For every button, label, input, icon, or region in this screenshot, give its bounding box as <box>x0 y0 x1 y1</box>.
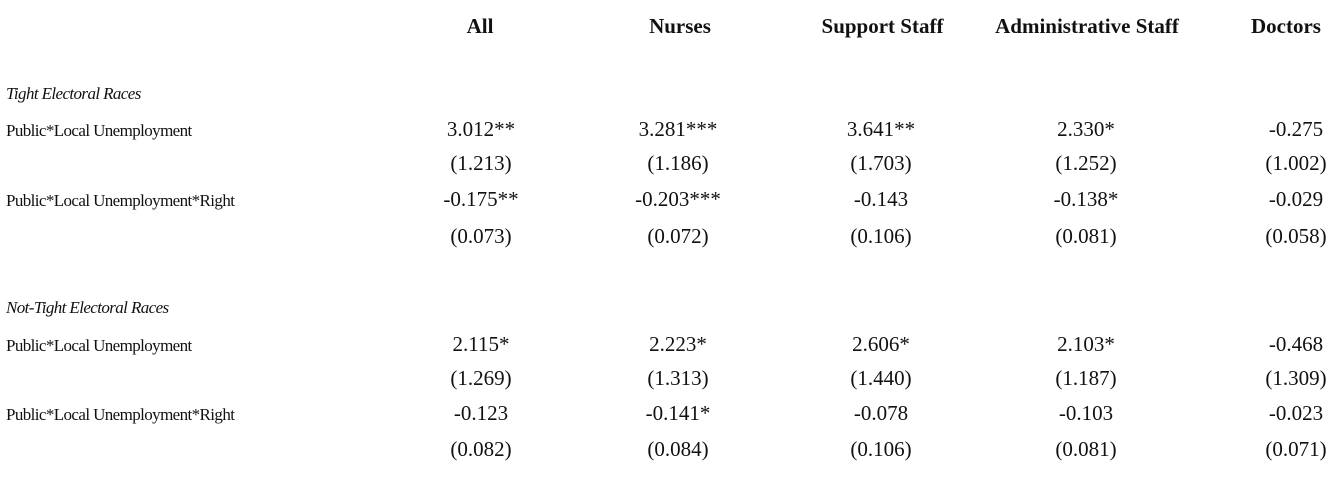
coef-cell: -0.141* <box>645 401 711 425</box>
coef-cell: -0.123 <box>453 401 509 425</box>
coef-cell: -0.078 <box>853 401 909 425</box>
coef-cell: 3.012** <box>446 117 516 141</box>
se-cell: (0.081) <box>1055 224 1117 248</box>
section-title-not-tight: Not-Tight Electoral Races <box>6 298 169 317</box>
coef-cell: -0.203*** <box>635 187 721 211</box>
se-cell: (0.106) <box>850 437 912 461</box>
coef-cell: -0.275 <box>1268 117 1324 141</box>
coef-cell: -0.103 <box>1058 401 1114 425</box>
coef-cell: 2.606* <box>852 332 910 356</box>
se-cell: (0.084) <box>647 437 709 461</box>
coef-cell: -0.143 <box>853 187 909 211</box>
column-header-nurses: Nurses <box>649 14 711 38</box>
coef-cell: 2.115* <box>452 332 510 356</box>
coef-cell: -0.175** <box>443 187 519 211</box>
se-cell: (0.058) <box>1265 224 1327 248</box>
row-label: Public*Local Unemployment*Right <box>6 405 235 424</box>
se-cell: (1.269) <box>450 366 512 390</box>
se-cell: (0.073) <box>450 224 512 248</box>
se-cell: (1.213) <box>450 151 512 175</box>
column-header-all: All <box>466 14 494 38</box>
se-cell: (0.071) <box>1265 437 1327 461</box>
se-cell: (0.106) <box>850 224 912 248</box>
section-title-tight: Tight Electoral Races <box>6 84 141 103</box>
se-cell: (1.703) <box>850 151 912 175</box>
se-cell: (1.252) <box>1055 151 1117 175</box>
se-cell: (1.440) <box>850 366 912 390</box>
column-header-support-staff: Support Staff <box>821 14 944 38</box>
se-cell: (1.309) <box>1265 366 1327 390</box>
coef-cell: -0.029 <box>1268 187 1324 211</box>
se-cell: (0.082) <box>450 437 512 461</box>
coef-cell: -0.138* <box>1053 187 1119 211</box>
coef-cell: -0.023 <box>1268 401 1324 425</box>
coef-cell: 2.330* <box>1057 117 1115 141</box>
column-header-doctors: Doctors <box>1251 14 1321 38</box>
coef-cell: 3.641** <box>846 117 916 141</box>
coef-cell: 3.281*** <box>638 117 718 141</box>
row-label: Public*Local Unemployment*Right <box>6 191 235 210</box>
se-cell: (1.187) <box>1055 366 1117 390</box>
column-header-administrative-staff: Administrative Staff <box>995 14 1179 38</box>
row-label: Public*Local Unemployment <box>6 121 192 140</box>
coef-cell: 2.223* <box>649 332 707 356</box>
se-cell: (1.313) <box>647 366 709 390</box>
se-cell: (0.081) <box>1055 437 1117 461</box>
se-cell: (0.072) <box>647 224 709 248</box>
coef-cell: 2.103* <box>1057 332 1115 356</box>
row-label: Public*Local Unemployment <box>6 336 192 355</box>
se-cell: (1.002) <box>1265 151 1327 175</box>
se-cell: (1.186) <box>647 151 709 175</box>
coef-cell: -0.468 <box>1268 332 1324 356</box>
